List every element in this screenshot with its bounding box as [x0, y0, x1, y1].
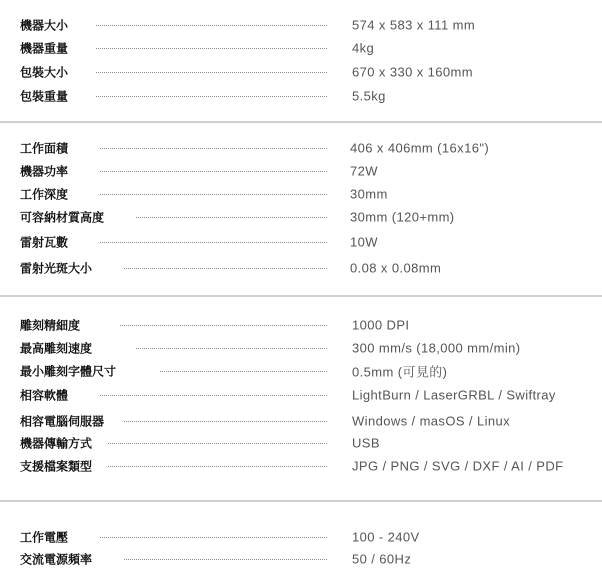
- spec-row: [0, 85, 602, 107]
- spec-label: 可容納材質高度: [20, 210, 105, 225]
- spec-row: [0, 206, 602, 228]
- spec-label: 工作面積: [20, 141, 69, 156]
- dotted-leader: [136, 348, 327, 349]
- dotted-leader: [124, 421, 327, 422]
- spec-value: 300 mm/s (18,000 mm/min): [352, 340, 521, 356]
- spec-label: 包裝大小: [20, 65, 69, 80]
- dotted-leader: [96, 96, 327, 97]
- spec-value: 72W: [350, 163, 378, 179]
- dotted-leader: [124, 268, 327, 269]
- spec-row: [0, 548, 602, 570]
- spec-row: [0, 160, 602, 182]
- spec-value: 5.5kg: [352, 88, 386, 104]
- spec-row: [0, 384, 602, 406]
- spec-row: [0, 183, 602, 205]
- spec-row: [0, 137, 602, 159]
- spec-value: 30mm: [350, 186, 388, 202]
- spec-label: 相容電腦伺服器: [20, 414, 105, 429]
- dotted-leader: [100, 395, 327, 396]
- spec-label: 雷射光斑大小: [20, 261, 93, 276]
- dotted-leader: [136, 217, 327, 218]
- spec-value: 100 - 240V: [352, 529, 420, 545]
- spec-row: [0, 337, 602, 359]
- spec-value: Windows / masOS / Linux: [352, 413, 511, 429]
- spec-value: JPG / PNG / SVG / DXF / AI / PDF: [352, 458, 564, 474]
- spec-label: 最小雕刻字體尺寸: [20, 364, 117, 379]
- section-divider: [0, 295, 602, 297]
- dotted-leader: [160, 371, 327, 372]
- dotted-leader: [100, 537, 327, 538]
- spec-value: 10W: [350, 234, 378, 250]
- dotted-leader: [100, 148, 327, 149]
- spec-value: 574 x 583 x 111 mm: [352, 17, 476, 33]
- spec-value: 30mm (120+mm): [350, 209, 455, 225]
- spec-label: 雷射瓦數: [20, 235, 69, 250]
- dotted-leader: [96, 48, 327, 49]
- spec-row: [0, 61, 602, 83]
- spec-label: 機器功率: [20, 164, 69, 179]
- dotted-leader: [100, 171, 327, 172]
- spec-row: [0, 37, 602, 59]
- spec-row: [0, 360, 602, 382]
- dotted-leader: [120, 325, 327, 326]
- spec-label: 工作電壓: [20, 530, 69, 545]
- spec-value: 4kg: [352, 40, 375, 56]
- spec-row: [0, 455, 602, 477]
- spec-label: 機器傳輸方式: [20, 436, 93, 451]
- dotted-leader: [108, 466, 327, 467]
- spec-value: 0.08 x 0.08mm: [350, 260, 442, 276]
- section-divider: [0, 500, 602, 502]
- spec-label: 支援檔案類型: [20, 459, 93, 474]
- spec-label: 包裝重量: [20, 89, 69, 104]
- spec-label: 相容軟體: [20, 388, 69, 403]
- spec-label: 雕刻精細度: [20, 318, 81, 333]
- dotted-leader: [100, 242, 327, 243]
- spec-row: [0, 257, 602, 279]
- spec-value: USB: [352, 435, 380, 451]
- spec-label: 工作深度: [20, 187, 69, 202]
- dotted-leader: [96, 25, 327, 26]
- dotted-leader: [108, 443, 327, 444]
- spec-row: [0, 432, 602, 454]
- spec-value: 1000 DPI: [352, 317, 410, 333]
- spec-value: 0.5mm (可見的): [352, 364, 448, 380]
- spec-label: 機器大小: [20, 18, 69, 33]
- dotted-leader: [96, 72, 327, 73]
- spec-value: 50 / 60Hz: [352, 551, 412, 567]
- spec-row: [0, 314, 602, 336]
- spec-label: 交流電源頻率: [20, 552, 93, 567]
- spec-row: [0, 410, 602, 432]
- spec-label: 機器重量: [20, 41, 69, 56]
- spec-value: LightBurn / LaserGRBL / Swiftray: [352, 387, 556, 403]
- dotted-leader: [124, 559, 327, 560]
- dotted-leader: [100, 194, 327, 195]
- spec-row: [0, 526, 602, 548]
- spec-value: 670 x 330 x 160mm: [352, 64, 473, 80]
- spec-value: 406 x 406mm (16x16"): [350, 140, 490, 156]
- spec-row: [0, 14, 602, 36]
- spec-row: [0, 231, 602, 253]
- spec-label: 最高雕刻速度: [20, 341, 93, 356]
- section-divider: [0, 121, 602, 123]
